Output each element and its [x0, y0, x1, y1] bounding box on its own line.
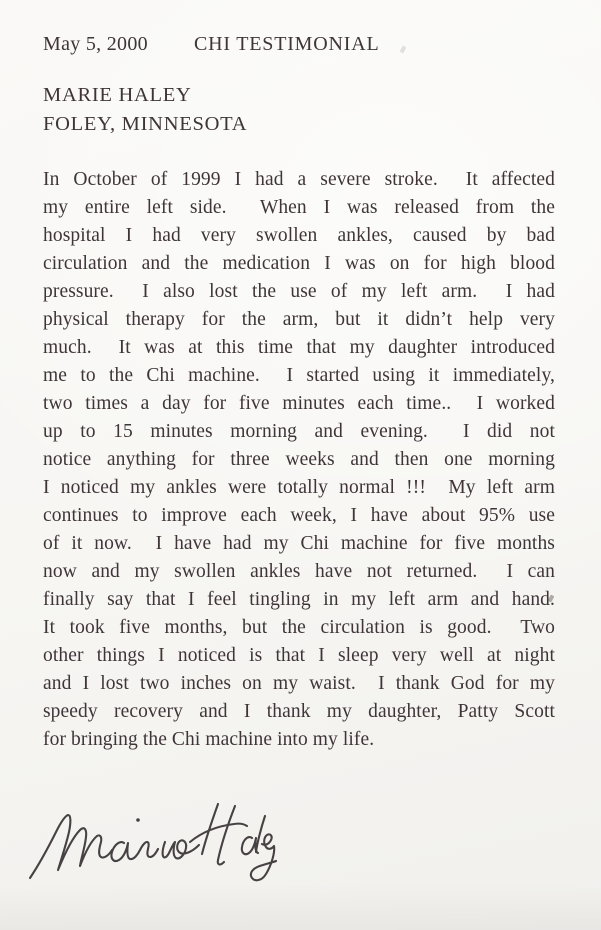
body-line: pressure. I also lost the use of my left arm. I had	[43, 281, 555, 302]
body-line: two times a day for five minutes each time.. I worked	[43, 393, 555, 414]
body-line: me to the Chi machine. I started using it immediately,	[43, 365, 555, 386]
body-line: In October of 1999 I had a severe stroke. It affected	[43, 169, 555, 190]
author-name: MARIE HALEY	[43, 84, 192, 106]
author-location: FOLEY, MINNESOTA	[43, 113, 248, 135]
body-line: much. It was at this time that my daughter introduced	[43, 337, 555, 358]
body-line: up to 15 minutes morning and evening. I did not	[43, 421, 555, 442]
signature-handwriting	[22, 782, 278, 890]
body-line: speedy recovery and I thank my daughter, Patty Scott	[43, 701, 555, 722]
body-line: physical therapy for the arm, but it didn’t help very	[43, 309, 555, 330]
body-line: other things I noticed is that I sleep very well at night	[43, 645, 555, 666]
body-line: It took five months, but the circulation is good. Two	[43, 617, 555, 638]
letter-body	[43, 166, 555, 754]
body-line: now and my swollen ankles have not returned. I can	[43, 561, 555, 582]
body-line: and I lost two inches on my waist. I thank God for my	[43, 673, 555, 694]
body-line: finally say that I feel tingling in my left arm and hand.	[43, 589, 555, 610]
author-block	[43, 81, 247, 139]
letter-title: CHI TESTIMONIAL	[193, 33, 380, 55]
letter-header	[43, 33, 379, 56]
body-line: my entire left side. When I was released from the	[43, 197, 555, 218]
body-line: continues to improve each week, I have about 95% use	[43, 505, 555, 526]
body-line: of it now. I have had my Chi machine for five months	[43, 533, 555, 554]
body-line: I noticed my ankles were totally normal !!! My left arm	[43, 477, 555, 498]
body-line: for bringing the Chi machine into my life.	[43, 729, 375, 750]
body-line: notice anything for three weeks and then one morning	[43, 449, 555, 470]
body-line: hospital I had very swollen ankles, caused by bad	[43, 225, 555, 246]
letter-date: May 5, 2000	[43, 33, 148, 55]
body-line: circulation and the medication I was on for high blood	[43, 253, 555, 274]
scan-artifact	[400, 45, 407, 53]
